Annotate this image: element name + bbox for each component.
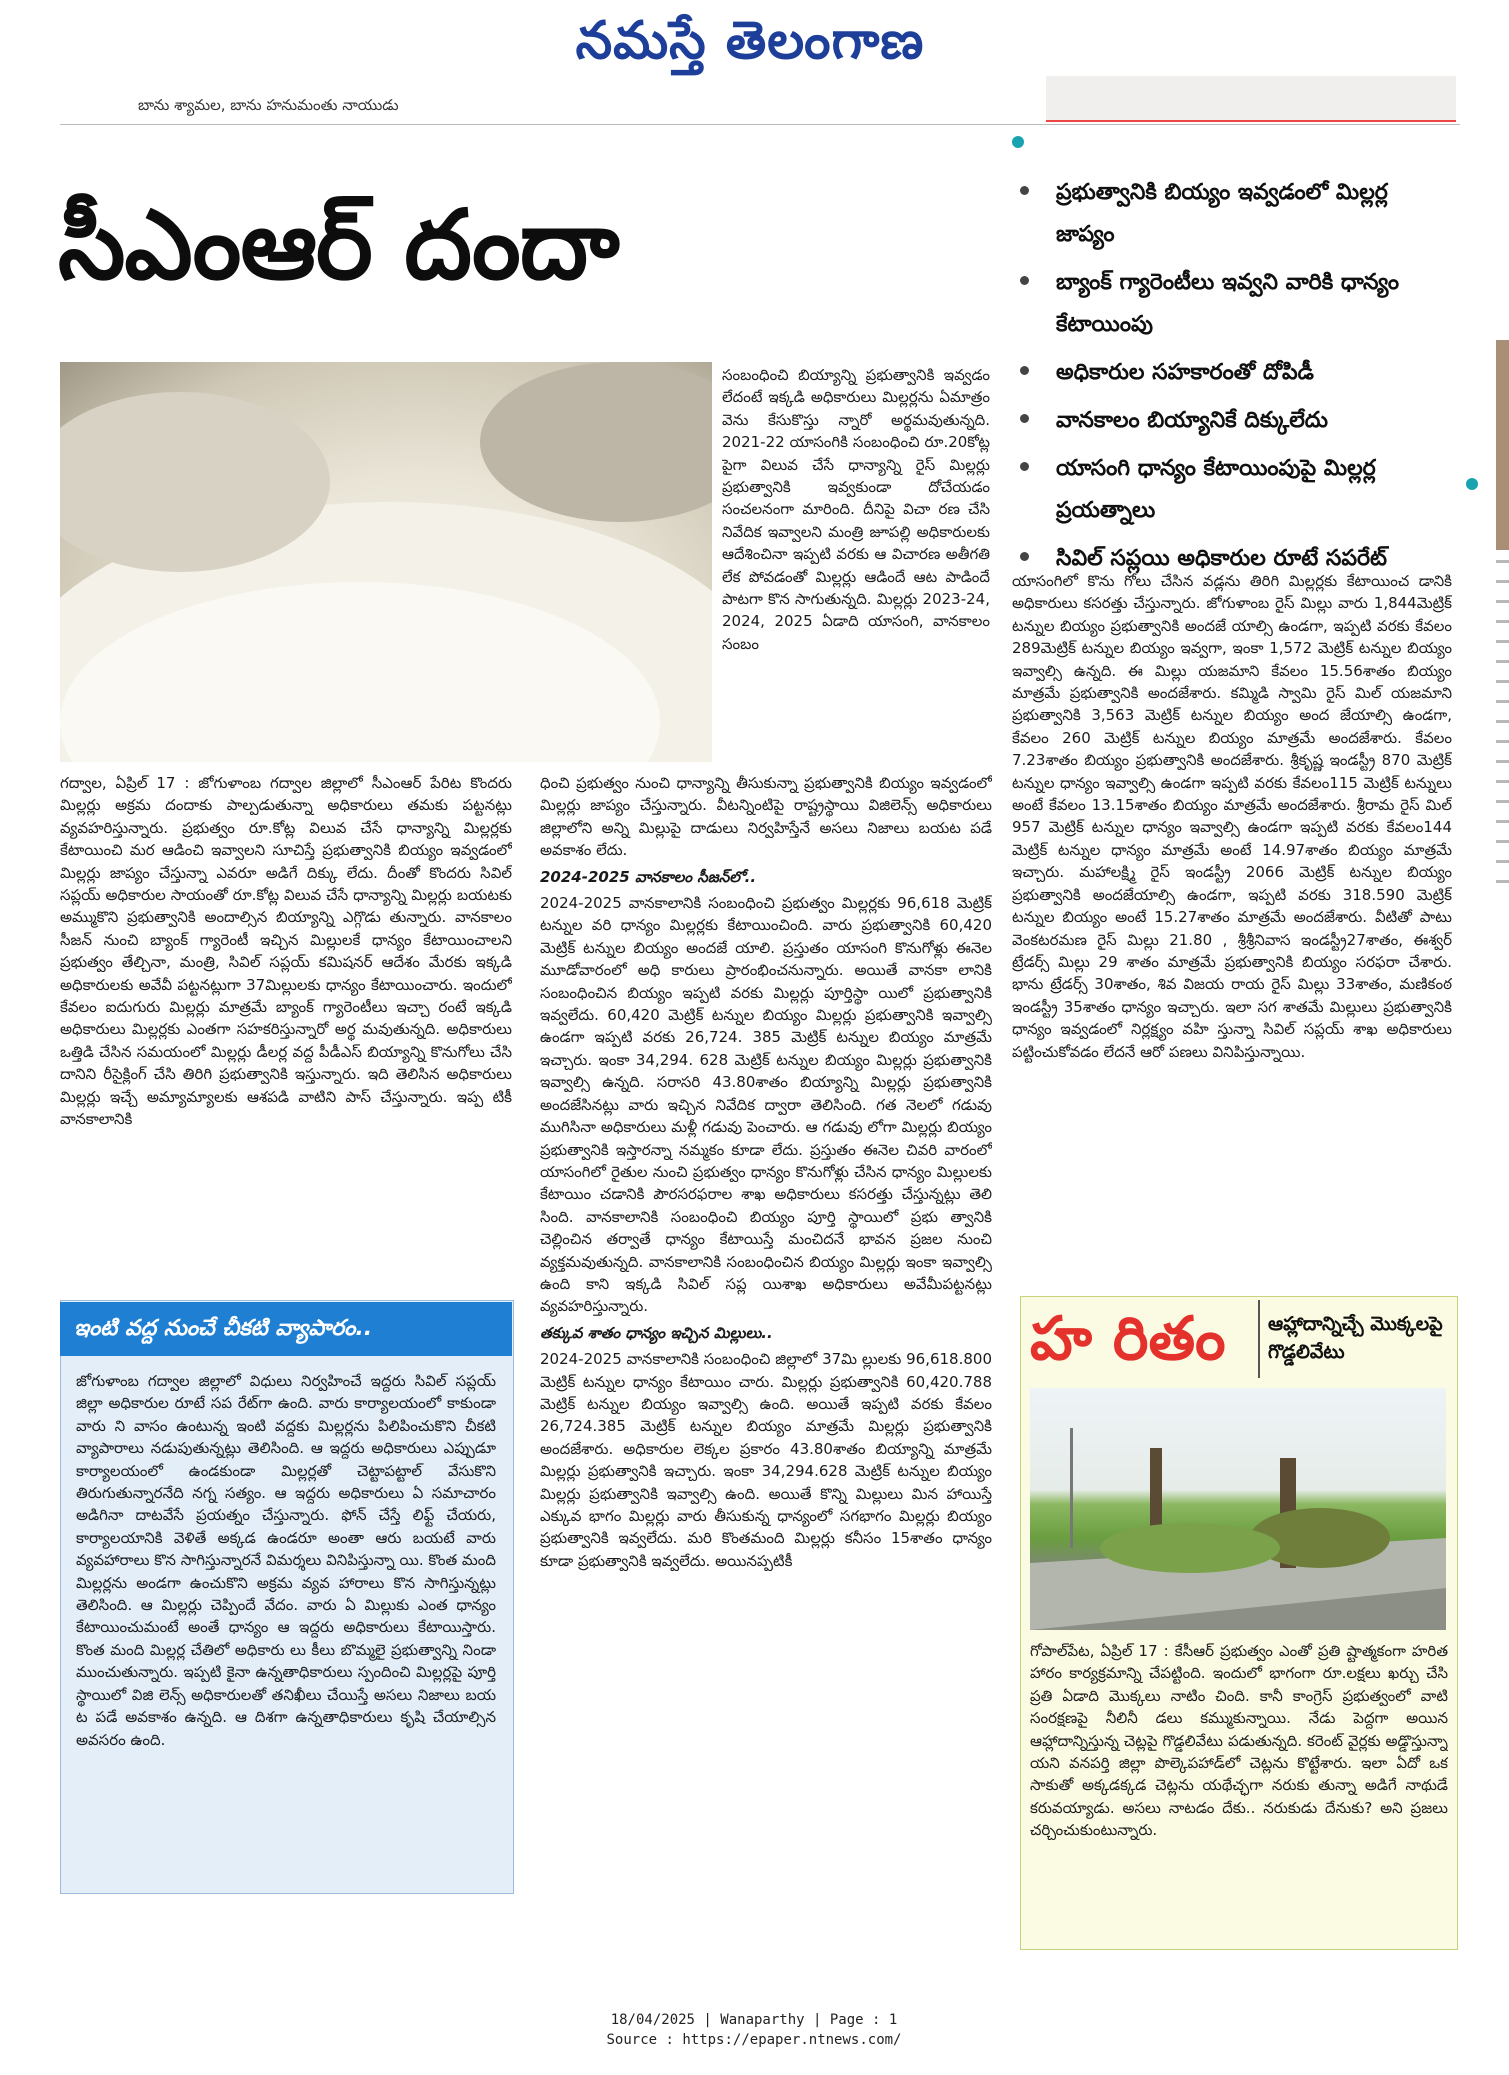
sidebar-box-title: ఇంటి వద్ద నుంచే చీకటి వ్యాపారం.. — [60, 1302, 512, 1356]
paragraph: 2024-2025 వానకాలానికి సంబంధించి ప్రభుత్వం మిల్లర్లకు 96,618 మెట్రిక్ టన్నుల వరి ధాన్యం మిల్లర్లకు కేటాయించింది. వారు ప్రభుత్వానికి 60,420 మెట్రిక్ టన్నుల బియ్యం అందజే యాలి. ప్రస్తుతం యాసంగి కొనుగోళ్లు ఈనెల మూడోవారంలో అధి కారులు ప్రారంభించనున్నారు. అయితే వానకా లానికి సంబంధించిన బియ్యం ఇప్పటి వరకు మిల్లర్లు పూర్తిస్థా యిలో ప్రభుత్వానికి ఇవ్వలేదు. 60,420 మెట్రిక్ టన్నుల బియ్యం మిల్లర్లు ప్రభుత్వానికి ఇవ్వాల్సి ఉండగా ఇప్పటి వరకు 26,724. 385 మెట్రిక్ టన్నుల బియ్యం మాత్రమే ఇచ్చారు. ఇంకా 34,294. 628 మెట్రిక్ టన్నుల బియ్యం మిల్లర్లు ప్రభుత్వానికి ఇవ్వాల్సి ఉన్నది. సరాసరి 43.80శాతం బియ్యాన్ని మిల్లర్లు ప్రభుత్వానికి అందజేసినట్లు వారు ఇచ్చిన నివేదిక ద్వారా తెలిసింది. గత నెలలో గడువు ముగిసినా అధికారులు మళ్లీ గడువు పెంచారు. ఆ గడువు లోగా మిల్లర్లు బియ్యం ప్రభుత్వానికి ఇస్తారన్నా నమ్మకం కూడా లేదు. ప్రస్తుతం ఈనెల చివరి వారంలో యాసంగిలో రైతుల నుంచి ప్రభుత్వం ధాన్యం కొనుగోళ్లు చేసిన ధాన్యం మిల్లులకు కేటాయిం చడానికి పౌరసరఫరాల శాఖ అధికారులు కసరత్తు చేస్తున్నట్లు తెలి సింది. వానకాలానికి సంబంధించి బియ్యం పూర్తి స్థాయిలో ప్రభు త్వానికి చెల్లించిన తర్వాతే ధాన్యం కేటాయిస్తే మంచిదనే భావన ప్రజల నుంచి వ్యక్తమవుతున్నది. వానకాలానికి సంబంధించిన బియ్యం మిల్లర్లు ఇంకా ఇవ్వాల్సి ఉంది కాని ఇక్కడి సివిల్ సప్ల యిశాఖ అధికారులు అవేమీపట్టనట్లు వ్యవహరిస్తున్నారు. — [540, 894, 992, 1316]
cut-trees-photo — [1030, 1388, 1446, 1630]
bullet-icon — [1020, 462, 1029, 471]
highlight-item: యాసంగి ధాన్యం కేటాయింపుపై మిల్లర్ల ప్రయత్నాలు — [1010, 448, 1440, 532]
highlight-item: ప్రభుత్వానికి బియ్యం ఇవ్వడంలో మిల్లర్ల జాప్యం — [1010, 172, 1440, 256]
sidebar-box-text: జోగుళాంబ గద్వాల జిల్లాలో విధులు నిర్వహించే ఇద్దరు సివిల్ సప్లయ్ జిల్లా అధికారుల రూటే సప రేట్‌గా ఉంది. వారు కార్యాలయంలో కాకుండా వారు ని వాసం ఉంటున్న ఇంటి వద్దకు మిల్లర్లను పిలిపించుకొని చీకటి వ్యాపారాలు నడుపుతున్నట్లు తెలిసింది. ఆ ఇద్దరు అధికారులు ఎప్పుడూ కార్యాలయంలో ఉండకుండా మిల్లర్లతో చెట్టాపట్టాల్ వేసుకొని తిరుగుతున్నారనేది నగ్న సత్యం. ఆ ఇద్దరు అధికారులు ఏ సమాచారం అడిగినా దాటవేసే ప్రయత్నం చేస్తున్నారు. ఫోన్ చేస్తే లిఫ్ట్ చేయరు, కార్యాలయానికి వెళితే అక్కడ ఉండరూ అంతా ఆరు బయటే వారు వ్యవహారాలు కొన సాగిస్తున్నారనే విమర్శలు వినిపిస్తున్నా యి. కొంత మంది మిల్లర్లను అండగా ఉంచుకొని అక్రమ వ్యవ హారాలు కొన సాగిస్తున్నట్లు తెలిసింది. ఆ మిల్లర్లు చెప్పిందే వేదం. వారు ఏ మిల్లుకు ఎంత ధాన్యం కేటాయించుమంటే అంతే ధాన్యం ఆ ఇద్దరు అధికారులు కేటాయిస్తారు. కొంత మంది మిల్లర్ల చేతిలో అధికారు లు కీలు బొమ్మలై ప్రభుత్వాన్ని నిండా ముంచుతున్నారు. ఇప్పటి కైనా ఉన్నతాధికారులు స్పందించి మిల్లర్లపై పూర్తి స్థాయిలో విజి లెన్స్ అధికారులతో తనిఖీలు చేయిస్తే అసలు నిజాలు బయ ట పడే అవకాశం ఉన్నది. ఆ దిశగా ఉన్నతాధికారులు కృషి చేయాల్సిన అవసరం ఉంది. — [76, 1372, 496, 1749]
byline: బాను శ్యామల, బాను హనుమంతు నాయుడు — [138, 96, 399, 114]
highlight-item: బ్యాంక్ గ్యారెంటీలు ఇవ్వని వారికి ధాన్యం కేటాయింపు — [1010, 262, 1440, 346]
bullet-marker-icon — [1012, 136, 1024, 148]
rice-photo — [60, 362, 712, 762]
article-column-right: యాసంగిలో కొను గోలు చేసిన వడ్లను తిరిగి మిల్లర్లకు కేటాయించ డానికి అధికారులు కసరత్తు చేస్తున్నారు. జోగుళాంబ రైస్ మిల్లు వారు 1,844మెట్రిక్ టన్నుల బియ్యం ప్రభుత్వానికి అందజే యాల్సి ఉండగా, ఇప్పటి వరకు కేవలం 289మెట్రిక్ టన్నుల బియ్యం ఇవ్వగా, ఇంకా 1,572 మెట్రిక్ టన్నుల బియ్యం ఇవ్వాల్సి ఉన్నది. ఈ మిల్లు యజమాని కేవలం 15.56శాతం బియ్యం మాత్రమే ప్రభుత్వానికి అందజేశారు. కమ్మిడి స్వామి రైస్ మిల్ యజమాని ప్రభుత్వానికి 3,563 మెట్రిక్ టన్నుల బియ్యం అంద జేయాల్సి ఉండగా, కేవలం 260 మెట్రిక్ టన్నుల బియ్యం మాత్రమే అందజేశారు. కేవలం 7.23శాతం బియ్యం ప్రభుత్వానికి అందజేశారు. శ్రీకృష్ణ ఇండస్ట్రీ 870 మెట్రిక్ టన్నుల ధాన్యం ఇవ్వాల్సి ఉండగా ఇప్పటి వరకు కేవలం115 మెట్రిక్ టన్నులు అంటే కేవలం 13.15శాతం బియ్యం మాత్రమే అందజేశారు. శ్రీరామ రైస్ మిల్ 957 మెట్రిక్ టన్నుల ధాన్యం ఇవ్వాల్సి ఉండగా ఇప్పటి వరకు కేవలం144 మెట్రిక్ టన్నుల ధాన్యం మాత్రమే అంటే 14.97శాతం బియ్యం మాత్రమే ఇచ్చారు. మహాలక్ష్మి రైస్ ఇండస్ట్రీ 2066 మెట్రిక్ టన్నుల బియ్యం ప్రభుత్వానికి అందజేయాల్సి ఉండగా, ఇప్పటి వరకు 318.590 మెట్రిక్ టన్నుల బియ్యం అంటే 15.27శాతం మాత్రమే అందజేశారు. వీటితో పాటు వెంకటరమణ రైస్ మిల్లు 21.80 , శ్రీశ్రీనివాస ఇండస్ట్రీ27శాతం, ఈశ్వర్ ట్రేడర్స్ మిల్లు 29 శాతం మాత్రమే ప్రభుత్వానికి బియ్యం సరఫరా చేశారు. భాను ట్రేడర్స్ 30శాతం, శివ విజయ రాయ రైస్ మిల్లు 33శాతం, మణికంఠ ఇండస్ట్రీ 35శాతం ధాన్యం ఇచ్చారు. ఇలా సగ శాతమే మిల్లులు ప్రభుత్వానికి ధాన్యం ఇవ్వడంలో నిర్లక్ష్యం వహి స్తున్నా సివిల్ సప్లయ్ శాఖ అధికారులు పట్టించుకోవడం లేదనే ఆరో పణలు వినిపిస్తున్నాయి. — [1012, 572, 1452, 1061]
highlight-item: వానకాలం బియ్యానికే దిక్కులేదు — [1010, 400, 1440, 442]
bullet-icon — [1020, 366, 1029, 375]
masthead-logo: నమస్తే తెలంగాణ — [575, 10, 925, 71]
divider — [60, 124, 1460, 125]
bullet-icon — [1020, 276, 1029, 285]
article-column-left: గద్వాల, ఏప్రిల్ 17 : జోగుళాంబ గద్వాల జిల్లాలో సీఎంఆర్ పేరిట కొందరు మిల్లర్లు అక్రమ దందాకు పాల్పడుతున్నా అధికారులు తమకు పట్టనట్లు వ్యవహరిస్తున్నారు. ప్రభుత్వం రూ.కోట్ల విలువ చేసే ధాన్యాన్ని మిల్లర్లకు కేటాయించి మర ఆడించి ఇవ్వాలని సూచిస్తే ప్రభుత్వానికి బియ్యం ఇవ్వడంలో మిల్లర్లు జాప్యం చేస్తున్నా ఎవరూ అడిగే దిక్కు లేదు. దీంతో కొందరు సివిల్ సప్లయ్ అధికారుల సాయంతో రూ.కోట్ల విలువ చేసే ధాన్యాన్ని మిల్లర్లు బయటకు అమ్ముకొని ప్రభుత్వానికి అందాల్సిన బియ్యాన్ని ఎగ్గొడు తున్నారు. వానకాలం సీజన్ నుంచి బ్యాంక్ గ్యారెంటీ ఇచ్చిన మిల్లులకే ధాన్యం కేటాయించాలని ప్రభుత్వం తేల్చినా, మంత్రి, సివిల్ సప్లయ్ కమిషనర్ ఆదేశం మేరకు ఇక్కడి అధికారులకు అవేవీ పట్టనట్లుగా 37మిల్లులకు ధాన్యం కేటాయించారు. ఇందులో కేవలం ఐదుగురు మిల్లర్లు మాత్రమే బ్యాంక్ గ్యారెంటీలు ఇచ్చా రంటే ఇక్కడి అధికారులు మిల్లర్లకు ఎంతగా సహకరిస్తున్నారో అర్థ మవుతున్నది. అధికారులు ఒత్తిడి చేసిన సమయంలో మిల్లర్లు డీలర్ల వద్ద పీడీఎస్ బియ్యాన్ని కొనుగోలు చేసి దానిని రీసైక్లింగ్ చేసి తిరిగి ప్రభుత్వానికి ఇస్తున్నారు. ఇది తెలిసిన అధికారులు మిల్లర్లు ఇచ్చే అమ్యామ్యాలకు ఆశపడి వాటిని పాస్ చేస్తున్నారు. ఇప్ప టికీ వానకాలానికి — [60, 774, 512, 1129]
bullet-icon — [1020, 552, 1029, 561]
adjacent-article-strip — [1046, 76, 1456, 122]
article-column-top: సంబంధించి బియ్యాన్ని ప్రభుత్వానికి ఇవ్వడం లేదంటే ఇక్కడి అధికారులు మిల్లర్లను ఏమాత్రం వెను కేసుకొస్తు న్నారో అర్థమవుతున్నది. 2021-22 యాసంగికి సంబంధించి రూ.20కోట్ల పైగా విలువ చేసే ధాన్యాన్ని రైస్ మిల్లర్లు ప్రభుత్వానికి ఇవ్వకుండా దోచేయడం సంచలనంగా మారింది. దీనిపై విచా రణ చేసి నివేదిక ఇవ్వాలని మంత్రి జూపల్లి అధికారులకు ఆదేశించినా ఇప్పటి వరకు ఆ విచారణ అతీగతి లేక పోవడంతో మిల్లర్లు ఆడిందే ఆట పాడిందే పాటగా కొన సాగుతున్నది. మిల్లర్లు 2023-24, 2024, 2025 ఏడాది యాసంగి, వానకాలం సంబం — [722, 366, 990, 653]
paragraph: ధించి ప్రభుత్వం నుంచి ధాన్యాన్ని తీసుకున్నా ప్రభుత్వానికి బియ్యం ఇవ్వడంలో మిల్లర్లు జాప్యం చేస్తున్నారు. వీటన్నింటిపై రాష్ట్రస్థాయి విజిలెన్స్ అధికారులు జిల్లాలోని అన్ని మిల్లుపై దాడులు నిర్వహిస్తేనే అసలు నిజాలు బయట పడే అవకాశం లేదు. — [540, 774, 992, 860]
adjacent-page-photo-edge — [1496, 340, 1509, 550]
footer-date-line: 18/04/2025 | Wanaparthy | Page : 1 — [610, 2012, 898, 2028]
page-footer — [554, 2010, 954, 2050]
headline: సీఎంఆర్ దందా — [58, 189, 619, 301]
bullet-icon — [1020, 414, 1029, 423]
subheading: తక్కువ శాతం ధాన్యం ఇచ్చిన మిల్లులు.. — [540, 1323, 773, 1342]
article-column-middle — [540, 772, 992, 1962]
side-marker-icon — [1466, 478, 1478, 490]
haritham-text: గోపాల్‌పేట, ఏప్రిల్ 17 : కేసీఆర్ ప్రభుత్వం ఎంతో ప్రతి ష్టాత్మకంగా హరిత హారం కార్యక్రమాన్ని చేపట్టింది. ఇందులో భాగంగా రూ.లక్షలు ఖర్చు చేసి ప్రతి ఏడాది మొక్కలు నాటిం చింది. కానీ కాంగ్రెస్ ప్రభుత్వంలో వాటి సంరక్షణపై నీలినీ డలు కమ్ముకున్నాయి. నేడు పెద్దగా అయిన ఆహ్లాదాన్నిస్తున్న చెట్లపై గొడ్డలివేటు పడుతున్నది. కరెంట్ వైర్లకు అడ్డొస్తున్నా యని వనపర్తి జిల్లా పొల్కెపహాడ్‌లో చెట్లను కొట్టేశారు. ఇలా ఏదో ఒక సాకుతో అక్కడక్కడ చెట్లను యథేచ్ఛగా నరుకు తున్నా అడిగే నాథుడే కరువయ్యాడు. అసలు నాటడం దేకు.. నరుకుడు దేనుకు? అని ప్రజలు చర్చించుకుంటున్నారు. — [1030, 1642, 1448, 1840]
highlight-item: సివిల్ సప్లయి అధికారుల రూటే సపరేట్ — [1010, 538, 1440, 580]
haritham-logo: హ రితం — [1030, 1304, 1226, 1374]
haritham-headline: ఆహ్లాదాన్నిచ్చే మొక్కలపై గొడ్డలివేటు — [1258, 1300, 1456, 1378]
adjacent-page-text-edge — [1496, 560, 1509, 900]
subheading: 2024-2025 వానకాలం సీజన్‌లో.. — [540, 867, 757, 886]
paragraph: 2024-2025 వానకాలానికి సంబంధించి జిల్లాలో 37మి ల్లులకు 96,618.800 మెట్రిక్ టన్నుల ధాన్యం కేటాయిం చారు. మిల్లర్లు ప్రభుత్వానికి 60,420.788 మెట్రిక్ టన్నుల బియ్యం ఇవ్వాల్సి ఉంది. అయితే ఇప్పటి వరకు కేవలం 26,724.385 మెట్రిక్ టన్నుల బియ్యం మాత్రమే మిల్లర్లు ప్రభుత్వానికి అందజేశారు. అధికారుల లెక్కల ప్రకారం 43.80శాతం బియ్యాన్ని మాత్రమే మిల్లర్లు ప్రభుత్వానికి ఇచ్చారు. ఇంకా 34,294.628 మెట్రిక్ టన్నుల బియ్యం మిల్లర్లు ప్రభుత్వానికి ఇవ్వాల్సి ఉంది. అయితే కొన్ని మిల్లులు మిన హాయిస్తే ఎక్కువ భాగం మిల్లర్లు వారు తీసుకున్న ధాన్యంలో సగభాగం మిల్లర్లు బియ్యం ప్రభుత్వానికి ఇవ్వలేదు. మరి కొంతమంది మిల్లర్లు కనీసం 15శాతం ధాన్యం కూడా ప్రభుత్వానికి ఇవ్వలేదు. అయినప్పటికీ — [540, 1350, 992, 1570]
footer-source-line: Source : https://epaper.ntnews.com/ — [606, 2032, 902, 2048]
highlights-list — [1010, 172, 1440, 586]
bullet-icon — [1020, 186, 1029, 195]
cut-trees-image — [1030, 1388, 1446, 1630]
rice-grains-image — [60, 362, 712, 762]
highlight-item: అధికారుల సహకారంతో దోపిడీ — [1010, 352, 1440, 394]
